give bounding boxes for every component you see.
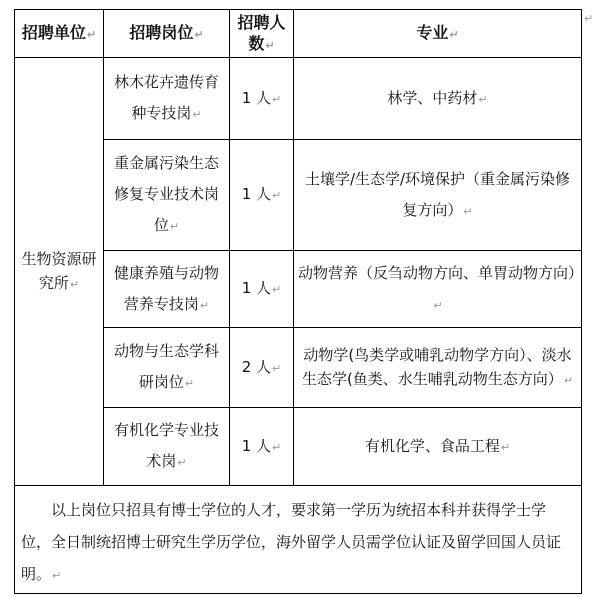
position-cell: 有机化学专业技术岗↵ (104, 408, 230, 486)
position-cell: 林木花卉遗传育种专技岗↵ (104, 58, 230, 140)
major-cell: 动物学(鸟类学或哺乳动物学方向）、淡水生态学(鱼类、水生哺乳动物生态方向）↵ (294, 328, 582, 408)
position-cell: 动物与生态学科研岗位↵ (104, 328, 230, 408)
count-cell: 1 人↵ (230, 251, 294, 328)
recruitment-table (14, 9, 582, 594)
unit-name: 生物资源研究所 (21, 249, 97, 292)
count-cell: 1 人↵ (230, 408, 294, 486)
major-cell: 林学、中药材↵ (294, 58, 582, 140)
unit-cell: 生物资源研究所↵ (15, 58, 104, 486)
major-cell: 动物营养（反刍动物方向、单胃动物方向）↵ (294, 251, 582, 328)
end-of-row-mark: ↵ (584, 12, 594, 25)
note-text: 以上岗位只招具有博士学位的人才，要求第一学历为统招本科并获得学士学位，全日制统招博士研究生学历学位，海外留学人员需学位认证及留学回国人员证明。↵ (15, 486, 582, 594)
count-cell: 2 人↵ (230, 328, 294, 408)
header-position: 招聘岗位↵ (104, 10, 230, 58)
count-cell: 1 人↵ (230, 140, 294, 251)
position-cell: 健康养殖与动物营养专技岗↵ (104, 251, 230, 328)
table-header-row (15, 10, 582, 58)
major-cell: 土壤学/生态学/环境保护（重金属污染修复方向）↵ (294, 140, 582, 251)
header-count: 招聘人数↵ (230, 10, 294, 58)
count-cell: 1 人↵ (230, 58, 294, 140)
header-major: 专业↵ (294, 10, 582, 58)
position-cell: 重金属污染生态修复专业技术岗位↵ (104, 140, 230, 251)
note-row (15, 486, 582, 594)
major-cell: 有机化学、食品工程↵ (294, 408, 582, 486)
table-row (15, 58, 582, 140)
header-unit: 招聘单位↵ (15, 10, 104, 58)
